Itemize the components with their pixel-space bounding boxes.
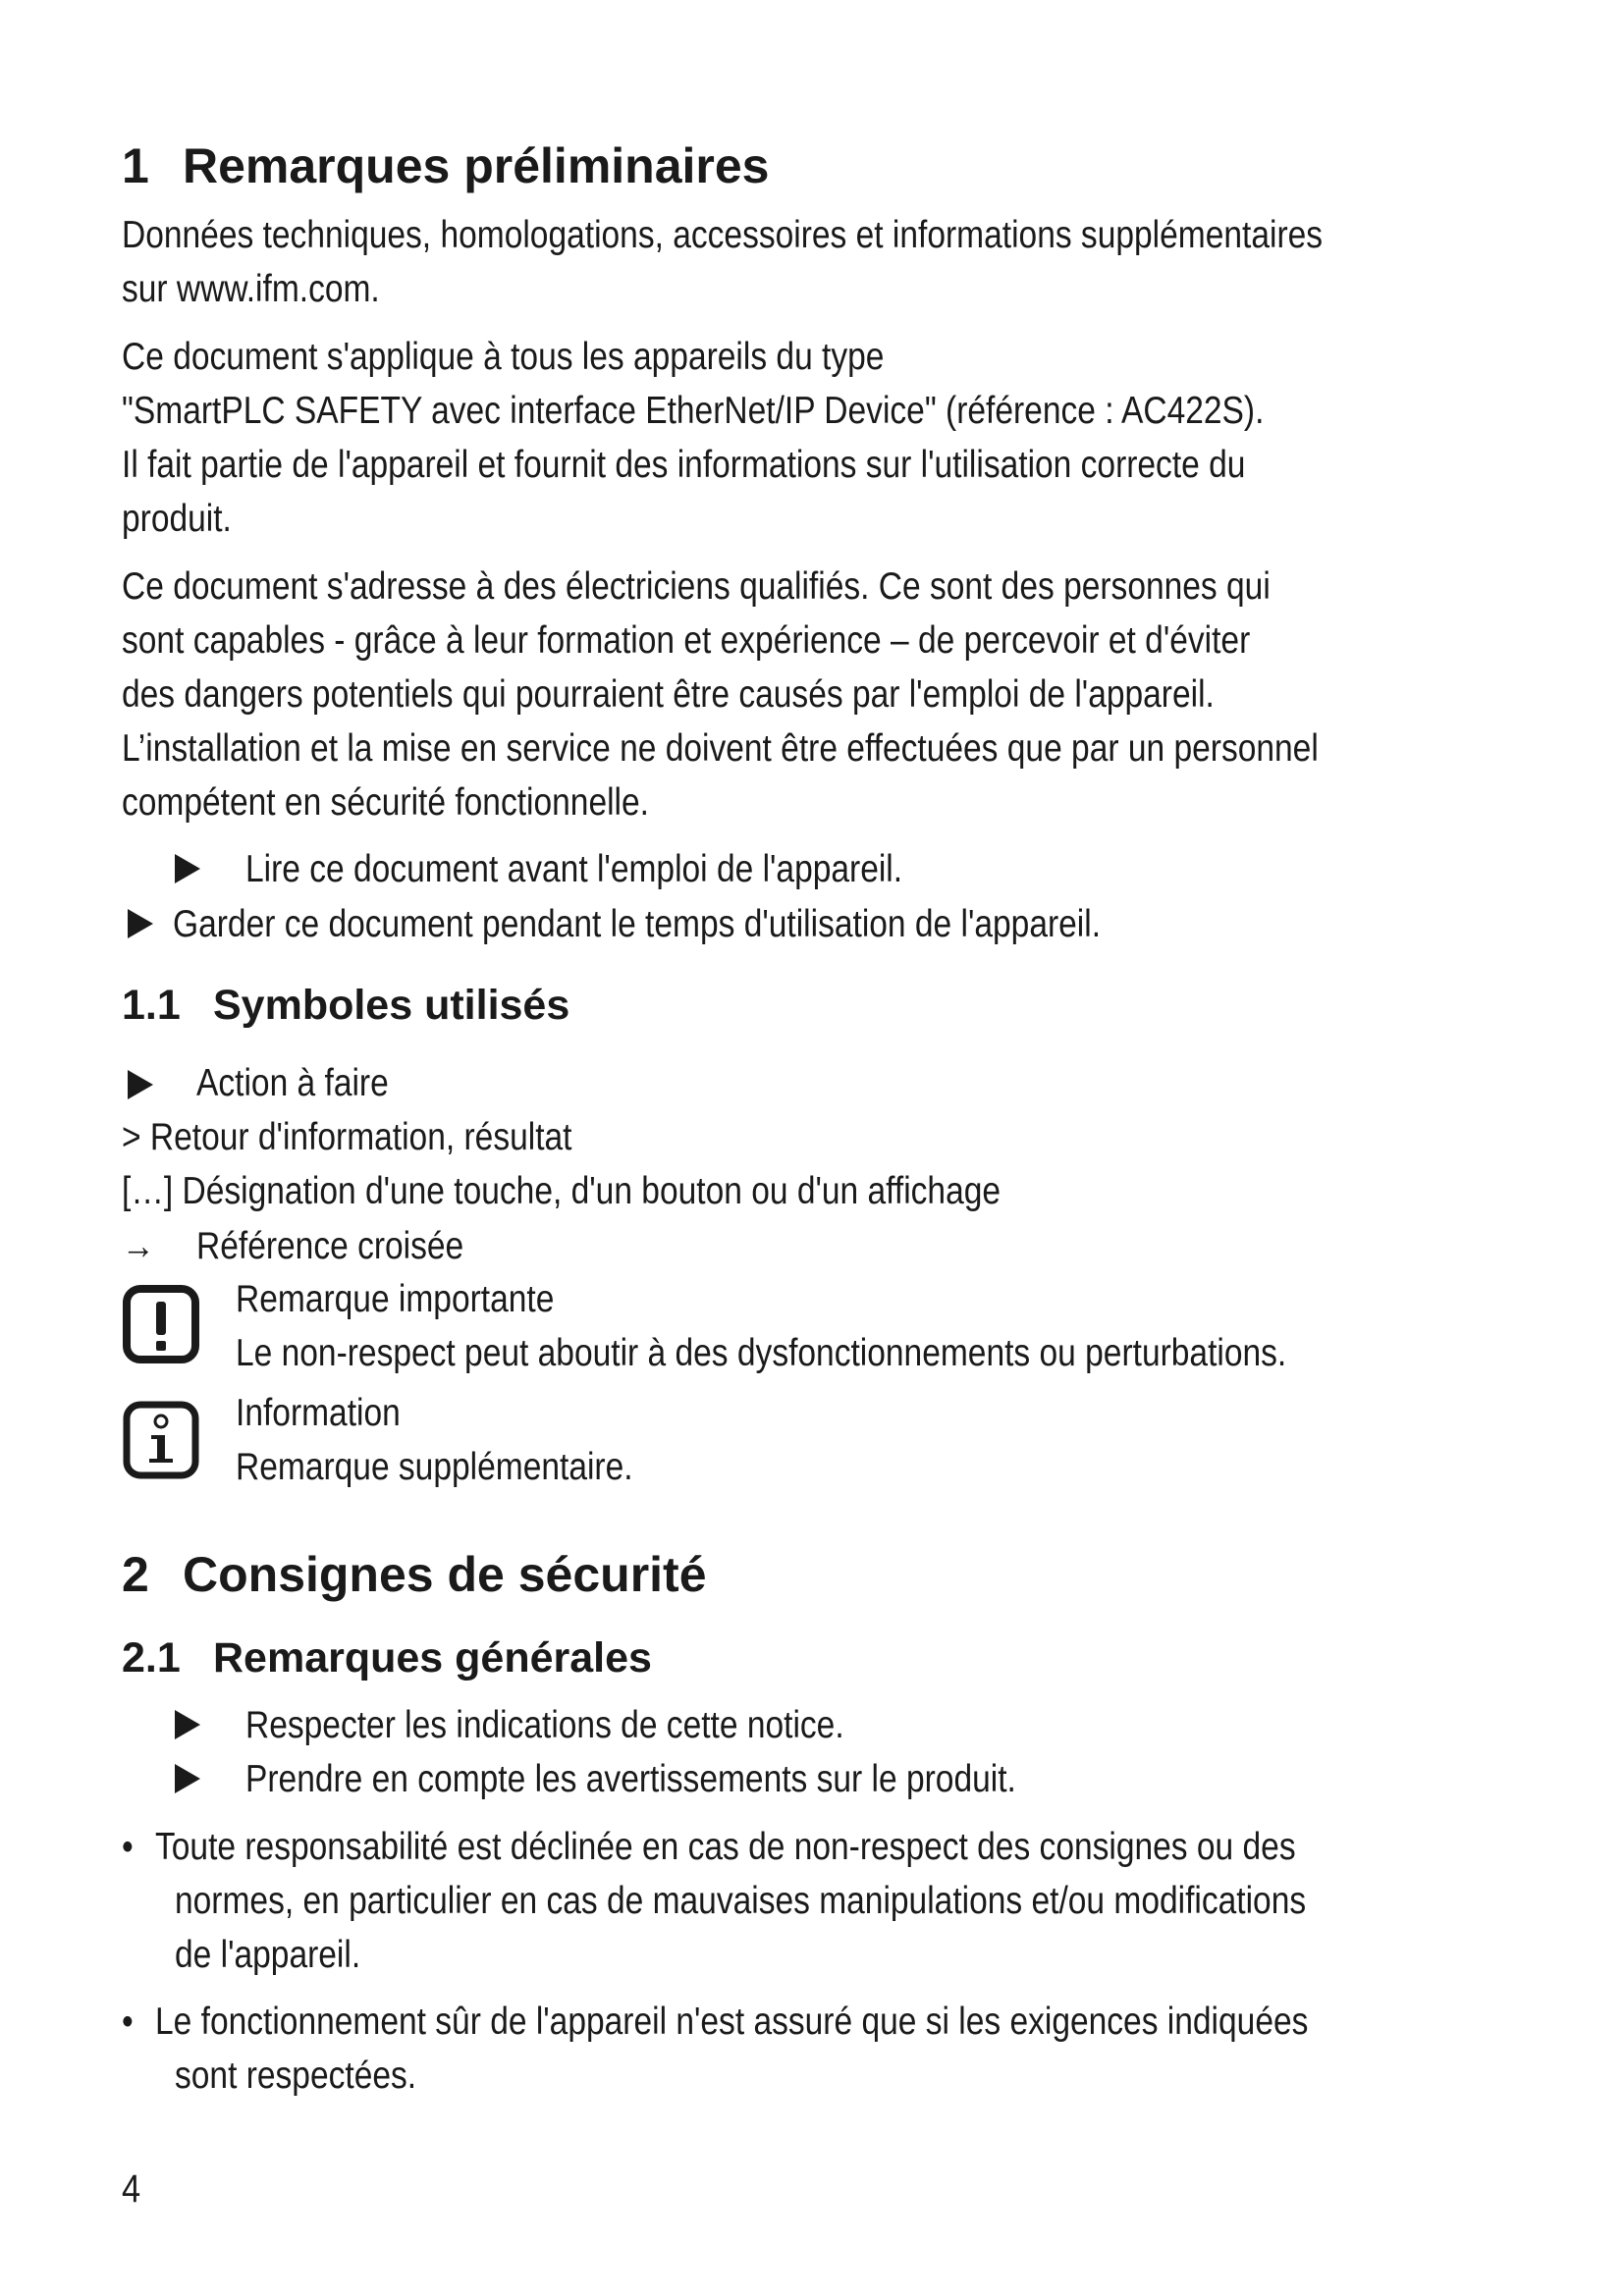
information-box-icon [122,1400,212,1484]
text-line: compétent en sécurité fonctionnelle. [122,781,649,824]
info-title: Information [236,1392,401,1434]
section-title: Symboles utilisés [213,982,570,1029]
text-line: Ce document s'applique à tous les appareils du type [122,336,885,378]
text-line: des dangers potentiels qui pourraient être causés par l'emploi de l'appareil. [122,673,1215,716]
section-title: Consignes de sécurité [183,1547,707,1602]
text-line: L’installation et la mise en service ne doivent être effectuées que par un personnel [122,727,1319,770]
bullet-icon: • [122,2001,134,2043]
symbol-crossref: Référence croisée [196,1225,464,1267]
text-line: Ce document s'adresse à des électriciens qualifiés. Ce sont des personnes qui [122,565,1271,608]
symbol-designation: […] Désignation d'une touche, d'un bouton ou d'un affichage [122,1170,1001,1212]
text-line: sont capables - grâce à leur formation et expérience – de percevoir et d'éviter [122,619,1251,662]
action-item: Garder ce document pendant le temps d'utilisation de l'appareil. [173,903,1102,945]
text-line: produit. [122,498,232,540]
text-line: Données techniques, homologations, accessoires et informations supplémentaires [122,214,1324,256]
section-number: 1.1 [122,982,181,1029]
important-title: Remarque importante [236,1278,555,1320]
section-2-1-heading [122,1634,652,1682]
section-title: Remarques générales [213,1634,652,1682]
bullet-line: normes, en particulier en cas de mauvaises manipulations et/ou modifications [175,1880,1307,1922]
page-number: 4 [122,2167,141,2211]
symbol-feedback: > Retour d'information, résultat [122,1116,572,1158]
section-1-heading [122,137,770,194]
action-item: Respecter les indications de cette notice. [245,1704,844,1746]
bullet-line: de l'appareil. [175,1934,361,1976]
section-number: 2.1 [122,1634,181,1682]
section-number: 1 [122,138,149,193]
section-title: Remarques préliminaires [183,138,770,193]
info-text: Remarque supplémentaire. [236,1446,633,1488]
exclamation-box-icon [122,1284,212,1368]
symbol-action: Action à faire [196,1062,389,1104]
bullet-line: sont respectées. [175,2055,417,2097]
section-2-heading [122,1546,707,1603]
play-triangle-icon [175,854,200,883]
text-line: Il fait partie de l'appareil et fournit des informations sur l'utilisation correcte du [122,444,1246,486]
bullet-icon: • [122,1826,134,1868]
play-triangle-icon [128,1070,153,1099]
section-number: 2 [122,1547,149,1602]
bullet-line: Toute responsabilité est déclinée en cas de non-respect des consignes ou des [155,1826,1296,1868]
bullet-line: Le fonctionnement sûr de l'appareil n'est assuré que si les exigences indiquées [155,2001,1309,2043]
action-item: Lire ce document avant l'emploi de l'appareil. [245,848,903,890]
important-text: Le non-respect peut aboutir à des dysfonctionnements ou perturbations. [236,1332,1287,1374]
play-triangle-icon [175,1710,200,1739]
section-1-1-heading [122,982,569,1030]
action-item: Prendre en compte les avertissements sur le produit. [245,1758,1016,1800]
play-triangle-icon [175,1764,200,1793]
text-line: "SmartPLC SAFETY avec interface EtherNet/IP Device" (référence : AC422S). [122,390,1265,432]
arrow-right-icon: → [122,1225,155,1267]
play-triangle-icon [128,909,153,938]
text-line: sur www.ifm.com. [122,268,380,310]
